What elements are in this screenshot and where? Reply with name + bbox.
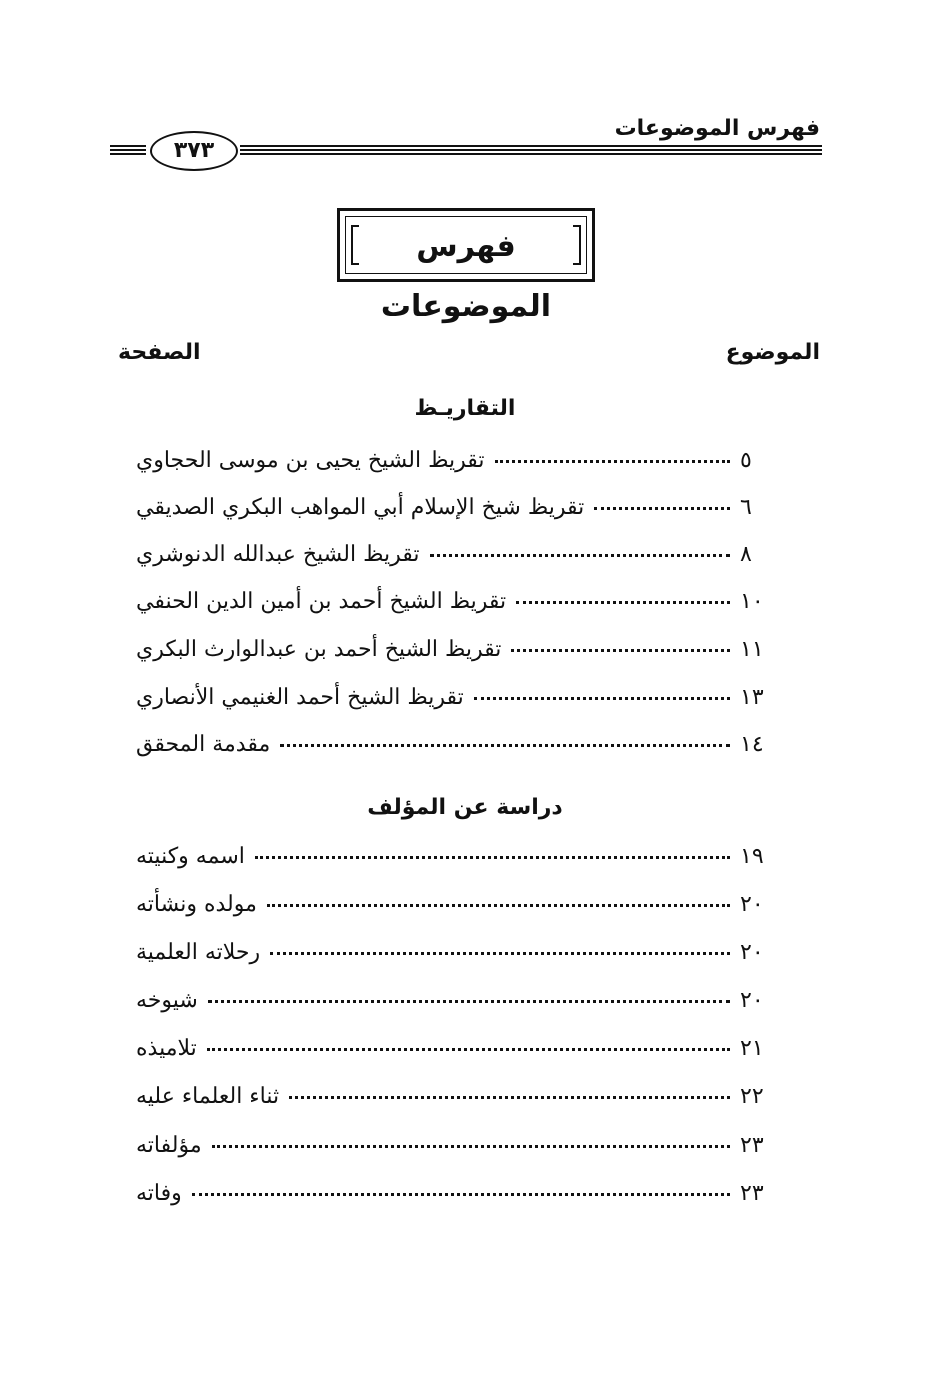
header-rule <box>110 128 822 178</box>
toc-entry-page: ٢٠ <box>740 988 764 1013</box>
toc-entry-title: رحلاته العلمية <box>136 940 261 965</box>
toc-entry-page: ٢٠ <box>740 940 764 965</box>
toc-row <box>136 685 764 719</box>
toc-leader-dots <box>270 952 730 955</box>
title-bracket-right <box>573 225 581 265</box>
toc-entry-page: ٢٣ <box>740 1181 764 1206</box>
index-title: فهرس الموضوعات <box>380 229 552 324</box>
toc-entry-title: وفاته <box>136 1181 182 1206</box>
toc-leader-dots <box>208 1000 730 1003</box>
toc-row <box>136 1133 764 1167</box>
toc-row <box>136 1036 764 1070</box>
toc-row <box>136 542 764 576</box>
toc-entry-title: تقريظ الشيخ أحمد الغنيمي الأنصاري <box>136 685 464 710</box>
toc-entry-title: مقدمة المحقق <box>136 732 271 757</box>
toc-leader-dots <box>511 649 730 652</box>
section-title-author-study: دراسة عن المؤلف <box>367 795 563 820</box>
toc-entry-page: ٦ <box>740 495 752 520</box>
toc-leader-dots <box>474 697 730 700</box>
toc-entry-page: ٥ <box>740 448 752 473</box>
toc-leader-dots <box>594 507 730 510</box>
toc-row <box>136 988 764 1022</box>
toc-entry-page: ١٠ <box>740 589 764 614</box>
toc-entry-page: ١٩ <box>740 844 764 869</box>
toc-entry-page: ١٣ <box>740 685 764 710</box>
toc-row <box>136 844 764 878</box>
toc-leader-dots <box>207 1048 730 1051</box>
index-title-box <box>337 208 595 324</box>
toc-leader-dots <box>495 460 731 463</box>
toc-row <box>136 589 764 623</box>
toc-row <box>136 1084 764 1118</box>
toc-entry-page: ٢٢ <box>740 1084 764 1109</box>
toc-entry-title: تقريظ شيخ الإسلام أبي المواهب البكري الصديقي <box>136 495 585 520</box>
toc-entry-title: تقريظ الشيخ أحمد بن عبدالوارث البكري <box>136 637 502 662</box>
toc-leader-dots <box>289 1096 730 1099</box>
index-title-frame <box>345 216 587 324</box>
toc-entry-title: اسمه وكنيته <box>136 844 245 869</box>
title-bracket-left <box>351 225 359 265</box>
toc-row <box>136 892 764 926</box>
toc-row <box>136 940 764 974</box>
column-header-topic: الموضوع <box>725 340 820 365</box>
toc-entry-page: ٨ <box>740 542 752 567</box>
toc-row <box>136 732 764 766</box>
toc-leader-dots <box>280 744 730 747</box>
toc-leader-dots <box>516 601 730 604</box>
header-rule-short <box>110 145 146 155</box>
toc-entry-title: تقريظ الشيخ يحيى بن موسى الحجاوي <box>136 448 485 473</box>
toc-entry-page: ٢١ <box>740 1036 764 1061</box>
toc-row <box>136 1181 764 1215</box>
toc-row <box>136 637 764 671</box>
toc-entry-page: ١١ <box>740 637 764 662</box>
page-number-oval: ٣٧٣ <box>150 131 238 171</box>
section-title-endorsements: التقاريـظ <box>414 396 516 421</box>
toc-entry-title: مؤلفاته <box>136 1133 202 1158</box>
toc-entry-page: ١٤ <box>740 732 764 757</box>
toc-entry-page: ٢٠ <box>740 892 764 917</box>
toc-row <box>136 495 764 529</box>
running-header-title: فهرس الموضوعات <box>614 116 820 141</box>
toc-entry-title: مولده ونشأته <box>136 892 257 917</box>
toc-leader-dots <box>212 1145 730 1148</box>
toc-entry-title: تقريظ الشيخ عبدالله الدنوشري <box>136 542 420 567</box>
column-header-page: الصفحة <box>118 340 201 365</box>
toc-entry-page: ٢٣ <box>740 1133 764 1158</box>
toc-leader-dots <box>430 554 730 557</box>
toc-entry-title: تلاميذه <box>136 1036 197 1061</box>
header-rule-long <box>240 145 822 155</box>
toc-entry-title: تقريظ الشيخ أحمد بن أمين الدين الحنفي <box>136 589 507 614</box>
toc-entry-title: ثناء العلماء عليه <box>136 1084 280 1109</box>
toc-leader-dots <box>267 904 730 907</box>
toc-entry-title: شيوخه <box>136 988 198 1013</box>
toc-row <box>136 448 764 482</box>
toc-leader-dots <box>192 1193 730 1196</box>
toc-leader-dots <box>255 856 730 859</box>
